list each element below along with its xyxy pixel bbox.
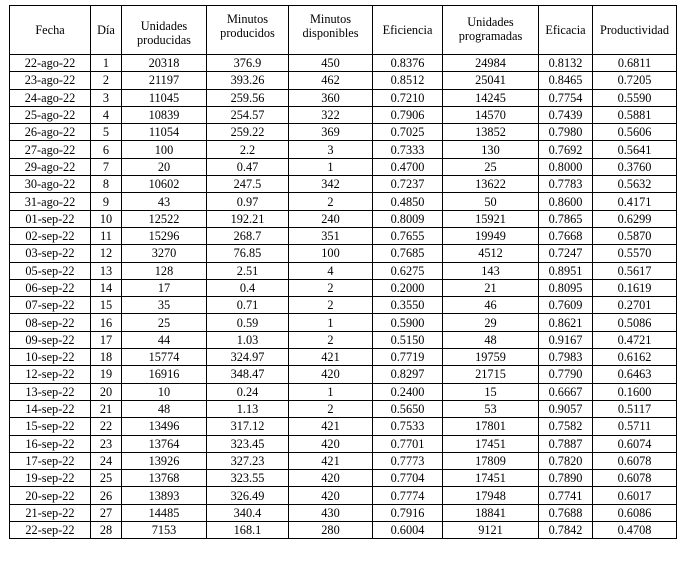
cell-eficacia: 0.7783 <box>539 176 593 193</box>
cell-minutos-producidos: 76.85 <box>207 245 289 262</box>
cell-eficiencia: 0.7333 <box>373 141 443 158</box>
table-row <box>10 487 677 504</box>
cell-minutos-disponibles: 420 <box>289 366 373 383</box>
cell-minutos-disponibles: 430 <box>289 504 373 521</box>
cell-eficiencia: 0.7210 <box>373 89 443 106</box>
cell-minutos-disponibles: 342 <box>289 176 373 193</box>
cell-eficacia: 0.7582 <box>539 418 593 435</box>
table-row <box>10 227 677 244</box>
cell-unidades-programadas: 15921 <box>443 210 539 227</box>
cell-productividad: 0.5086 <box>593 314 677 331</box>
table-body <box>10 55 677 539</box>
cell-unidades-producidas: 11045 <box>122 89 207 106</box>
cell-eficiencia: 0.7655 <box>373 227 443 244</box>
cell-dia: 12 <box>91 245 122 262</box>
cell-unidades-producidas: 48 <box>122 400 207 417</box>
cell-eficacia: 0.7439 <box>539 106 593 123</box>
cell-productividad: 0.4708 <box>593 522 677 539</box>
cell-minutos-producidos: 192.21 <box>207 210 289 227</box>
cell-eficiencia: 0.8297 <box>373 366 443 383</box>
cell-unidades-producidas: 128 <box>122 262 207 279</box>
header-fecha: Fecha <box>10 6 91 55</box>
cell-unidades-programadas: 13852 <box>443 124 539 141</box>
cell-eficacia: 0.7890 <box>539 470 593 487</box>
cell-dia: 27 <box>91 504 122 521</box>
cell-fecha: 23-ago-22 <box>10 72 91 89</box>
cell-unidades-producidas: 35 <box>122 297 207 314</box>
cell-unidades-programadas: 21 <box>443 279 539 296</box>
cell-dia: 8 <box>91 176 122 193</box>
cell-minutos-producidos: 317.12 <box>207 418 289 435</box>
cell-eficacia: 0.6667 <box>539 383 593 400</box>
cell-unidades-programadas: 17809 <box>443 452 539 469</box>
cell-fecha: 25-ago-22 <box>10 106 91 123</box>
cell-eficacia: 0.8951 <box>539 262 593 279</box>
cell-minutos-producidos: 247.5 <box>207 176 289 193</box>
cell-unidades-producidas: 10602 <box>122 176 207 193</box>
cell-productividad: 0.4721 <box>593 331 677 348</box>
cell-dia: 14 <box>91 279 122 296</box>
cell-fecha: 27-ago-22 <box>10 141 91 158</box>
cell-unidades-programadas: 24984 <box>443 55 539 72</box>
table-row <box>10 349 677 366</box>
cell-eficacia: 0.8000 <box>539 158 593 175</box>
cell-dia: 25 <box>91 470 122 487</box>
cell-eficacia: 0.8095 <box>539 279 593 296</box>
cell-unidades-programadas: 46 <box>443 297 539 314</box>
cell-productividad: 0.6078 <box>593 452 677 469</box>
cell-unidades-producidas: 43 <box>122 193 207 210</box>
cell-minutos-disponibles: 2 <box>289 331 373 348</box>
cell-productividad: 0.7205 <box>593 72 677 89</box>
cell-dia: 6 <box>91 141 122 158</box>
cell-eficiencia: 0.2000 <box>373 279 443 296</box>
cell-dia: 11 <box>91 227 122 244</box>
cell-eficiencia: 0.7704 <box>373 470 443 487</box>
cell-minutos-producidos: 376.9 <box>207 55 289 72</box>
cell-minutos-producidos: 393.26 <box>207 72 289 89</box>
cell-fecha: 30-ago-22 <box>10 176 91 193</box>
cell-eficacia: 0.7820 <box>539 452 593 469</box>
table-row <box>10 193 677 210</box>
cell-unidades-programadas: 21715 <box>443 366 539 383</box>
cell-productividad: 0.2701 <box>593 297 677 314</box>
cell-unidades-producidas: 16916 <box>122 366 207 383</box>
cell-eficacia: 0.7692 <box>539 141 593 158</box>
cell-unidades-producidas: 10839 <box>122 106 207 123</box>
cell-fecha: 01-sep-22 <box>10 210 91 227</box>
cell-dia: 5 <box>91 124 122 141</box>
header-productividad: Productividad <box>593 6 677 55</box>
cell-unidades-programadas: 18841 <box>443 504 539 521</box>
cell-minutos-disponibles: 322 <box>289 106 373 123</box>
cell-eficiencia: 0.7916 <box>373 504 443 521</box>
cell-minutos-producidos: 0.71 <box>207 297 289 314</box>
cell-fecha: 17-sep-22 <box>10 452 91 469</box>
cell-eficiencia: 0.5150 <box>373 331 443 348</box>
cell-unidades-producidas: 15774 <box>122 349 207 366</box>
cell-dia: 10 <box>91 210 122 227</box>
cell-unidades-producidas: 13926 <box>122 452 207 469</box>
cell-eficiencia: 0.4700 <box>373 158 443 175</box>
cell-unidades-programadas: 25 <box>443 158 539 175</box>
cell-unidades-producidas: 21197 <box>122 72 207 89</box>
cell-eficacia: 0.9167 <box>539 331 593 348</box>
cell-unidades-programadas: 130 <box>443 141 539 158</box>
cell-unidades-programadas: 15 <box>443 383 539 400</box>
cell-minutos-producidos: 0.24 <box>207 383 289 400</box>
cell-dia: 19 <box>91 366 122 383</box>
cell-eficiencia: 0.8009 <box>373 210 443 227</box>
cell-unidades-programadas: 17451 <box>443 435 539 452</box>
header-unidades-programadas: Unidades programadas <box>443 6 539 55</box>
cell-eficacia: 0.7609 <box>539 297 593 314</box>
cell-minutos-disponibles: 420 <box>289 435 373 452</box>
cell-productividad: 0.5606 <box>593 124 677 141</box>
cell-minutos-disponibles: 421 <box>289 349 373 366</box>
cell-dia: 16 <box>91 314 122 331</box>
cell-unidades-producidas: 7153 <box>122 522 207 539</box>
cell-minutos-disponibles: 420 <box>289 487 373 504</box>
cell-unidades-programadas: 14245 <box>443 89 539 106</box>
header-eficiencia: Eficiencia <box>373 6 443 55</box>
cell-productividad: 0.3760 <box>593 158 677 175</box>
cell-eficiencia: 0.7685 <box>373 245 443 262</box>
cell-dia: 4 <box>91 106 122 123</box>
table-row <box>10 504 677 521</box>
cell-eficiencia: 0.7773 <box>373 452 443 469</box>
cell-fecha: 12-sep-22 <box>10 366 91 383</box>
cell-minutos-disponibles: 420 <box>289 470 373 487</box>
cell-unidades-programadas: 53 <box>443 400 539 417</box>
cell-fecha: 10-sep-22 <box>10 349 91 366</box>
cell-minutos-disponibles: 2 <box>289 193 373 210</box>
cell-productividad: 0.6463 <box>593 366 677 383</box>
cell-fecha: 06-sep-22 <box>10 279 91 296</box>
table-row <box>10 435 677 452</box>
cell-eficacia: 0.7247 <box>539 245 593 262</box>
cell-minutos-disponibles: 100 <box>289 245 373 262</box>
cell-minutos-disponibles: 360 <box>289 89 373 106</box>
cell-fecha: 16-sep-22 <box>10 435 91 452</box>
cell-unidades-programadas: 25041 <box>443 72 539 89</box>
cell-minutos-producidos: 2.2 <box>207 141 289 158</box>
cell-unidades-producidas: 13764 <box>122 435 207 452</box>
cell-eficacia: 0.8621 <box>539 314 593 331</box>
cell-unidades-programadas: 17451 <box>443 470 539 487</box>
cell-minutos-producidos: 0.47 <box>207 158 289 175</box>
cell-dia: 28 <box>91 522 122 539</box>
cell-fecha: 07-sep-22 <box>10 297 91 314</box>
cell-minutos-producidos: 0.59 <box>207 314 289 331</box>
cell-unidades-programadas: 9121 <box>443 522 539 539</box>
cell-unidades-producidas: 12522 <box>122 210 207 227</box>
cell-minutos-disponibles: 1 <box>289 158 373 175</box>
cell-unidades-producidas: 11054 <box>122 124 207 141</box>
cell-fecha: 03-sep-22 <box>10 245 91 262</box>
cell-productividad: 0.6017 <box>593 487 677 504</box>
header-minutos-producidos: Minutos producidos <box>207 6 289 55</box>
cell-minutos-disponibles: 3 <box>289 141 373 158</box>
cell-fecha: 20-sep-22 <box>10 487 91 504</box>
cell-unidades-producidas: 13496 <box>122 418 207 435</box>
cell-fecha: 05-sep-22 <box>10 262 91 279</box>
cell-minutos-producidos: 259.22 <box>207 124 289 141</box>
cell-unidades-programadas: 29 <box>443 314 539 331</box>
cell-fecha: 19-sep-22 <box>10 470 91 487</box>
cell-unidades-programadas: 17801 <box>443 418 539 435</box>
table-row <box>10 470 677 487</box>
cell-minutos-producidos: 1.13 <box>207 400 289 417</box>
table-row <box>10 124 677 141</box>
cell-eficiencia: 0.7701 <box>373 435 443 452</box>
cell-productividad: 0.5870 <box>593 227 677 244</box>
cell-productividad: 0.5570 <box>593 245 677 262</box>
cell-minutos-disponibles: 462 <box>289 72 373 89</box>
cell-eficiencia: 0.6004 <box>373 522 443 539</box>
cell-productividad: 0.4171 <box>593 193 677 210</box>
cell-minutos-producidos: 1.03 <box>207 331 289 348</box>
cell-eficacia: 0.7688 <box>539 504 593 521</box>
cell-unidades-producidas: 13893 <box>122 487 207 504</box>
cell-minutos-producidos: 327.23 <box>207 452 289 469</box>
cell-dia: 9 <box>91 193 122 210</box>
cell-eficacia: 0.7887 <box>539 435 593 452</box>
table-row <box>10 158 677 175</box>
cell-minutos-producidos: 254.57 <box>207 106 289 123</box>
cell-productividad: 0.6074 <box>593 435 677 452</box>
cell-unidades-programadas: 19949 <box>443 227 539 244</box>
cell-dia: 13 <box>91 262 122 279</box>
cell-fecha: 14-sep-22 <box>10 400 91 417</box>
cell-minutos-disponibles: 240 <box>289 210 373 227</box>
cell-fecha: 26-ago-22 <box>10 124 91 141</box>
cell-productividad: 0.6086 <box>593 504 677 521</box>
cell-unidades-producidas: 15296 <box>122 227 207 244</box>
table-header-row <box>10 6 677 55</box>
cell-minutos-producidos: 326.49 <box>207 487 289 504</box>
cell-eficiencia: 0.3550 <box>373 297 443 314</box>
cell-unidades-producidas: 13768 <box>122 470 207 487</box>
cell-minutos-disponibles: 351 <box>289 227 373 244</box>
cell-fecha: 31-ago-22 <box>10 193 91 210</box>
table-row <box>10 210 677 227</box>
cell-productividad: 0.1600 <box>593 383 677 400</box>
header-eficacia: Eficacia <box>539 6 593 55</box>
cell-productividad: 0.1619 <box>593 279 677 296</box>
table-row <box>10 262 677 279</box>
cell-unidades-programadas: 50 <box>443 193 539 210</box>
cell-eficacia: 0.8132 <box>539 55 593 72</box>
cell-productividad: 0.6299 <box>593 210 677 227</box>
table-row <box>10 55 677 72</box>
cell-unidades-producidas: 100 <box>122 141 207 158</box>
cell-fecha: 08-sep-22 <box>10 314 91 331</box>
table-row <box>10 245 677 262</box>
cell-productividad: 0.5641 <box>593 141 677 158</box>
cell-eficiencia: 0.7906 <box>373 106 443 123</box>
cell-eficiencia: 0.7237 <box>373 176 443 193</box>
cell-dia: 22 <box>91 418 122 435</box>
table-row <box>10 176 677 193</box>
cell-dia: 24 <box>91 452 122 469</box>
cell-eficiencia: 0.7025 <box>373 124 443 141</box>
cell-minutos-producidos: 0.97 <box>207 193 289 210</box>
cell-minutos-disponibles: 421 <box>289 418 373 435</box>
cell-eficacia: 0.8600 <box>539 193 593 210</box>
table-row <box>10 522 677 539</box>
cell-minutos-disponibles: 1 <box>289 383 373 400</box>
cell-fecha: 02-sep-22 <box>10 227 91 244</box>
cell-dia: 17 <box>91 331 122 348</box>
table-row <box>10 279 677 296</box>
cell-minutos-producidos: 323.45 <box>207 435 289 452</box>
cell-dia: 2 <box>91 72 122 89</box>
cell-minutos-disponibles: 280 <box>289 522 373 539</box>
cell-minutos-disponibles: 2 <box>289 279 373 296</box>
cell-fecha: 22-sep-22 <box>10 522 91 539</box>
cell-minutos-producidos: 324.97 <box>207 349 289 366</box>
cell-productividad: 0.6078 <box>593 470 677 487</box>
cell-dia: 18 <box>91 349 122 366</box>
cell-minutos-disponibles: 369 <box>289 124 373 141</box>
cell-eficacia: 0.7741 <box>539 487 593 504</box>
table-row <box>10 72 677 89</box>
cell-minutos-disponibles: 2 <box>289 400 373 417</box>
table-row <box>10 314 677 331</box>
cell-dia: 7 <box>91 158 122 175</box>
header-minutos-disponibles: Minutos disponibles <box>289 6 373 55</box>
cell-eficacia: 0.9057 <box>539 400 593 417</box>
cell-minutos-disponibles: 1 <box>289 314 373 331</box>
cell-unidades-producidas: 3270 <box>122 245 207 262</box>
cell-unidades-programadas: 13622 <box>443 176 539 193</box>
header-dia: Día <box>91 6 122 55</box>
cell-eficacia: 0.7668 <box>539 227 593 244</box>
cell-minutos-producidos: 259.56 <box>207 89 289 106</box>
cell-eficiencia: 0.5900 <box>373 314 443 331</box>
cell-fecha: 21-sep-22 <box>10 504 91 521</box>
cell-dia: 3 <box>91 89 122 106</box>
cell-minutos-producidos: 0.4 <box>207 279 289 296</box>
cell-dia: 21 <box>91 400 122 417</box>
cell-unidades-producidas: 20318 <box>122 55 207 72</box>
table-row <box>10 106 677 123</box>
cell-unidades-programadas: 143 <box>443 262 539 279</box>
cell-eficiencia: 0.8512 <box>373 72 443 89</box>
cell-productividad: 0.5632 <box>593 176 677 193</box>
table-row <box>10 418 677 435</box>
cell-fecha: 29-ago-22 <box>10 158 91 175</box>
cell-unidades-producidas: 44 <box>122 331 207 348</box>
cell-eficiencia: 0.6275 <box>373 262 443 279</box>
header-unidades-producidas: Unidades producidas <box>122 6 207 55</box>
cell-unidades-producidas: 14485 <box>122 504 207 521</box>
cell-eficiencia: 0.8376 <box>373 55 443 72</box>
cell-eficiencia: 0.7774 <box>373 487 443 504</box>
cell-unidades-programadas: 4512 <box>443 245 539 262</box>
cell-eficacia: 0.7980 <box>539 124 593 141</box>
cell-eficacia: 0.7754 <box>539 89 593 106</box>
cell-fecha: 15-sep-22 <box>10 418 91 435</box>
table-row <box>10 331 677 348</box>
cell-minutos-producidos: 268.7 <box>207 227 289 244</box>
cell-eficiencia: 0.7533 <box>373 418 443 435</box>
cell-unidades-producidas: 25 <box>122 314 207 331</box>
table-row <box>10 89 677 106</box>
cell-productividad: 0.6811 <box>593 55 677 72</box>
cell-minutos-disponibles: 4 <box>289 262 373 279</box>
cell-productividad: 0.5711 <box>593 418 677 435</box>
cell-minutos-producidos: 323.55 <box>207 470 289 487</box>
cell-fecha: 09-sep-22 <box>10 331 91 348</box>
cell-eficiencia: 0.4850 <box>373 193 443 210</box>
cell-dia: 15 <box>91 297 122 314</box>
cell-minutos-disponibles: 2 <box>289 297 373 314</box>
cell-productividad: 0.5881 <box>593 106 677 123</box>
cell-dia: 20 <box>91 383 122 400</box>
cell-eficacia: 0.7983 <box>539 349 593 366</box>
cell-unidades-producidas: 17 <box>122 279 207 296</box>
cell-unidades-programadas: 19759 <box>443 349 539 366</box>
cell-unidades-producidas: 20 <box>122 158 207 175</box>
cell-minutos-disponibles: 450 <box>289 55 373 72</box>
productivity-table <box>9 5 677 539</box>
cell-productividad: 0.5617 <box>593 262 677 279</box>
cell-eficiencia: 0.2400 <box>373 383 443 400</box>
cell-eficacia: 0.8465 <box>539 72 593 89</box>
cell-unidades-programadas: 48 <box>443 331 539 348</box>
cell-unidades-programadas: 14570 <box>443 106 539 123</box>
cell-minutos-producidos: 340.4 <box>207 504 289 521</box>
table-row <box>10 141 677 158</box>
cell-unidades-producidas: 10 <box>122 383 207 400</box>
cell-minutos-disponibles: 421 <box>289 452 373 469</box>
cell-fecha: 24-ago-22 <box>10 89 91 106</box>
table-row <box>10 366 677 383</box>
cell-productividad: 0.5590 <box>593 89 677 106</box>
table-row <box>10 452 677 469</box>
cell-dia: 23 <box>91 435 122 452</box>
cell-eficiencia: 0.5650 <box>373 400 443 417</box>
cell-dia: 26 <box>91 487 122 504</box>
cell-fecha: 22-ago-22 <box>10 55 91 72</box>
cell-productividad: 0.5117 <box>593 400 677 417</box>
cell-eficiencia: 0.7719 <box>373 349 443 366</box>
cell-productividad: 0.6162 <box>593 349 677 366</box>
cell-unidades-programadas: 17948 <box>443 487 539 504</box>
cell-eficacia: 0.7865 <box>539 210 593 227</box>
cell-minutos-producidos: 2.51 <box>207 262 289 279</box>
table-row <box>10 297 677 314</box>
cell-eficacia: 0.7790 <box>539 366 593 383</box>
cell-dia: 1 <box>91 55 122 72</box>
cell-fecha: 13-sep-22 <box>10 383 91 400</box>
cell-minutos-producidos: 168.1 <box>207 522 289 539</box>
cell-eficacia: 0.7842 <box>539 522 593 539</box>
table-row <box>10 383 677 400</box>
cell-minutos-producidos: 348.47 <box>207 366 289 383</box>
table-row <box>10 400 677 417</box>
